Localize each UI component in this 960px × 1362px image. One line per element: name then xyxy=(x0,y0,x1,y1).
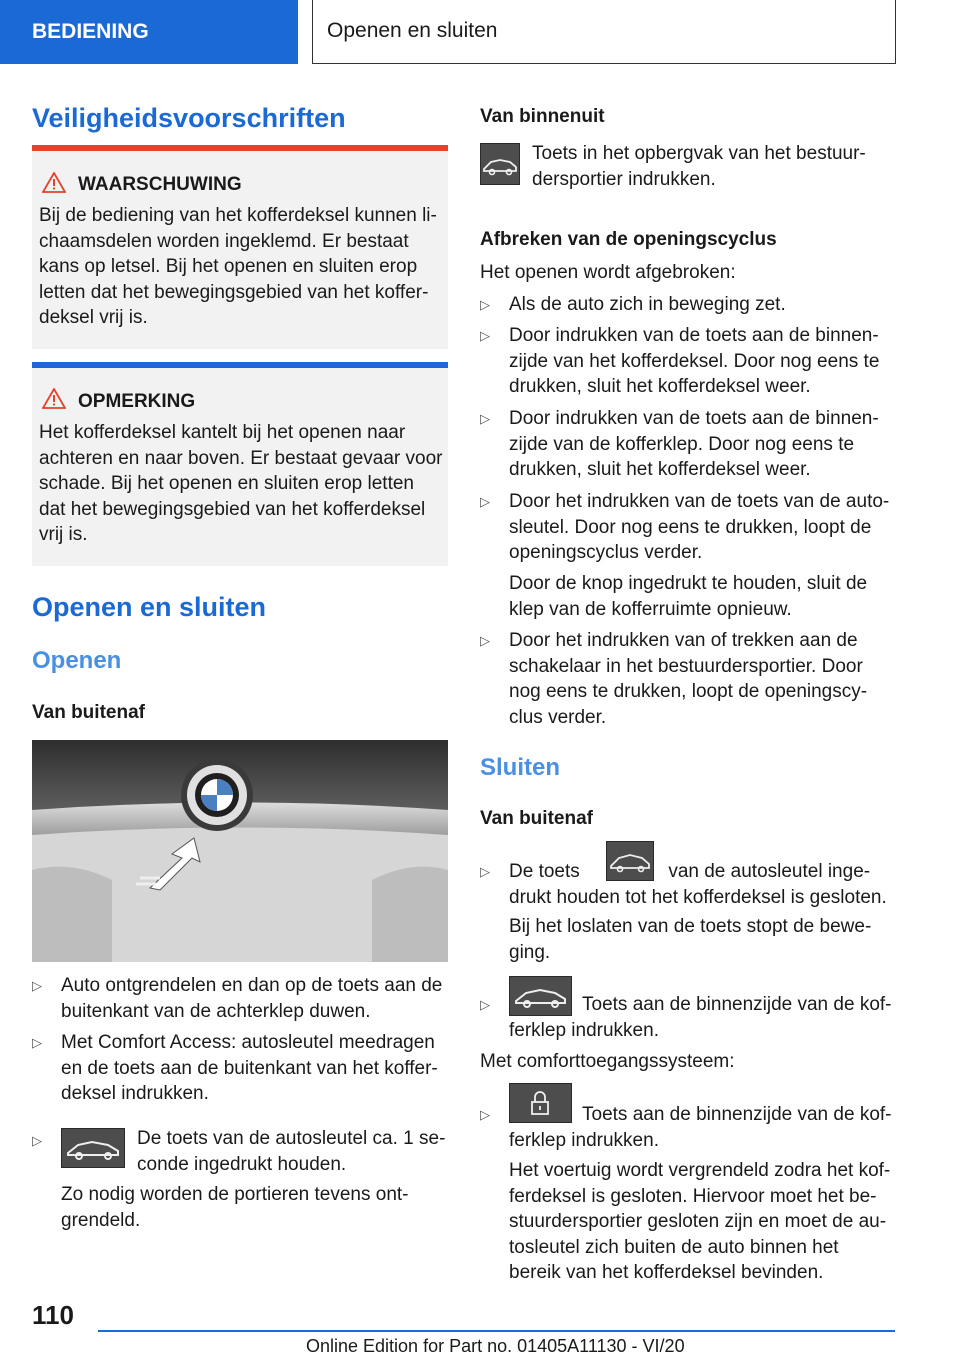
footer-edition: Online Edition for Part no. 01405A11130 - VI/20 xyxy=(306,1336,685,1356)
warning-bar xyxy=(32,145,448,151)
list-item: ▷ Als de auto zich in beweging zet. xyxy=(480,294,786,315)
heading-open: Openen xyxy=(32,647,122,674)
warning-box xyxy=(32,145,448,349)
sub-text: Bij het loslaten van de toets stopt de bewe- ging. xyxy=(509,916,872,963)
heading-abort: Afbreken van de openingscyclus xyxy=(480,229,777,250)
note-bar xyxy=(32,362,448,368)
list-item: ▷ Door het indrukken van de toets van de auto- sleutel. Door nog eens te drukken, loopt de openingscyclus verder. xyxy=(480,491,890,563)
list-item: ▷ Door het indrukken van of trekken aan de schakelaar in het bestuurdersportier. Door nog eens te drukken, loopt de openingscy- clus verder. xyxy=(480,630,868,728)
list-item: ▷ Met Comfort Access: autosleutel meedragen en de toets aan de buitenkant van het koffer- deksel indrukken. xyxy=(32,1032,438,1104)
inside-text: Toets in het opbergvak van het bestuur- dersportier indrukken. xyxy=(532,143,866,190)
heading-inside: Van binnenuit xyxy=(480,106,605,127)
sub-text: Door de knop ingedrukt te houden, sluit de klep van de kofferruimte opnieuw. xyxy=(509,573,868,620)
car-trunk-icon xyxy=(606,841,654,881)
list-item: ▷ Door indrukken van de toets aan de binnen- zijde van de kofferklep. Door nog eens te drukken, sluit het kofferdeksel weer. xyxy=(480,408,879,480)
sub-text: Zo nodig worden de portieren tevens ont- grendeld. xyxy=(61,1184,409,1231)
note-title: OPMERKING xyxy=(78,391,196,412)
abort-intro: Het openen wordt afgebroken: xyxy=(480,262,736,283)
warning-triangle-icon xyxy=(42,388,66,409)
heading-safety: Veiligheidsvoorschriften xyxy=(32,103,346,133)
warning-triangle-icon xyxy=(42,172,66,193)
heading-close: Sluiten xyxy=(480,754,561,781)
warning-title: WAARSCHUWING xyxy=(78,174,242,195)
chapter-title: Openen en sluiten xyxy=(312,0,896,64)
heading-open-close: Openen en sluiten xyxy=(32,592,267,622)
comfort-label: Met comforttoegangssysteem: xyxy=(480,1051,735,1072)
sub-text: Het voertuig wordt vergrendeld zodra het kof- ferdeksel is gesloten. Hiervoor moet het be- stuurdersportier gesloten zijn en moet de au- tosleutel zich buiten de auto binnen het bereik van het kofferdeksel bevinden. xyxy=(509,1160,891,1283)
note-box xyxy=(32,362,448,566)
heading-outside: Van buitenaf xyxy=(32,702,145,723)
list-item: ▷ Door indrukken van de toets aan de binnen- zijde van het kofferdeksel. Door nog eens te drukken, sluit het kofferdeksel weer. xyxy=(480,325,880,397)
section-tab: BEDIENING xyxy=(0,0,298,64)
note-text: Het kofferdeksel kantelt bij het openen naar achteren en naar boven. Er bestaat gevaar voor schade. Bij het openen en sluiten erop letten dat het bewegingsgebied van het kofferdeksel vrij is. xyxy=(39,422,443,545)
trunk-photo xyxy=(32,740,448,962)
list-item: ▷ Toets aan de binnenzijde van de kof- ferklep indrukken. xyxy=(480,992,896,1043)
page-number: 110 xyxy=(32,1300,74,1330)
list-item: ▷ Toets aan de binnenzijde van de kof- ferklep indrukken. xyxy=(480,1102,896,1153)
heading-outside-close: Van buitenaf xyxy=(480,808,593,829)
footer-rule xyxy=(98,1330,895,1332)
list-item: ▷ De toets van de autosleutel ca. 1 se- conde ingedrukt houden. xyxy=(32,1128,446,1175)
car-trunk-icon xyxy=(480,143,520,185)
list-item: ▷ De toets van de autosleutel inge- drukt houden tot het kofferdeksel is gesloten. xyxy=(480,859,896,910)
list-item: ▷ Auto ontgrendelen en dan op de toets aan de buitenkant van de achterklep duwen. xyxy=(32,975,443,1022)
car-trunk-icon xyxy=(61,1128,125,1168)
warning-text: Bij de bediening van het kofferdeksel kunnen li- chaamsdelen worden ingeklemd. Er bestaat kans op letsel. Bij het openen en sluiten erop letten dat het bewegingsgebied van het koffer- deksel vrij is. xyxy=(39,205,437,328)
